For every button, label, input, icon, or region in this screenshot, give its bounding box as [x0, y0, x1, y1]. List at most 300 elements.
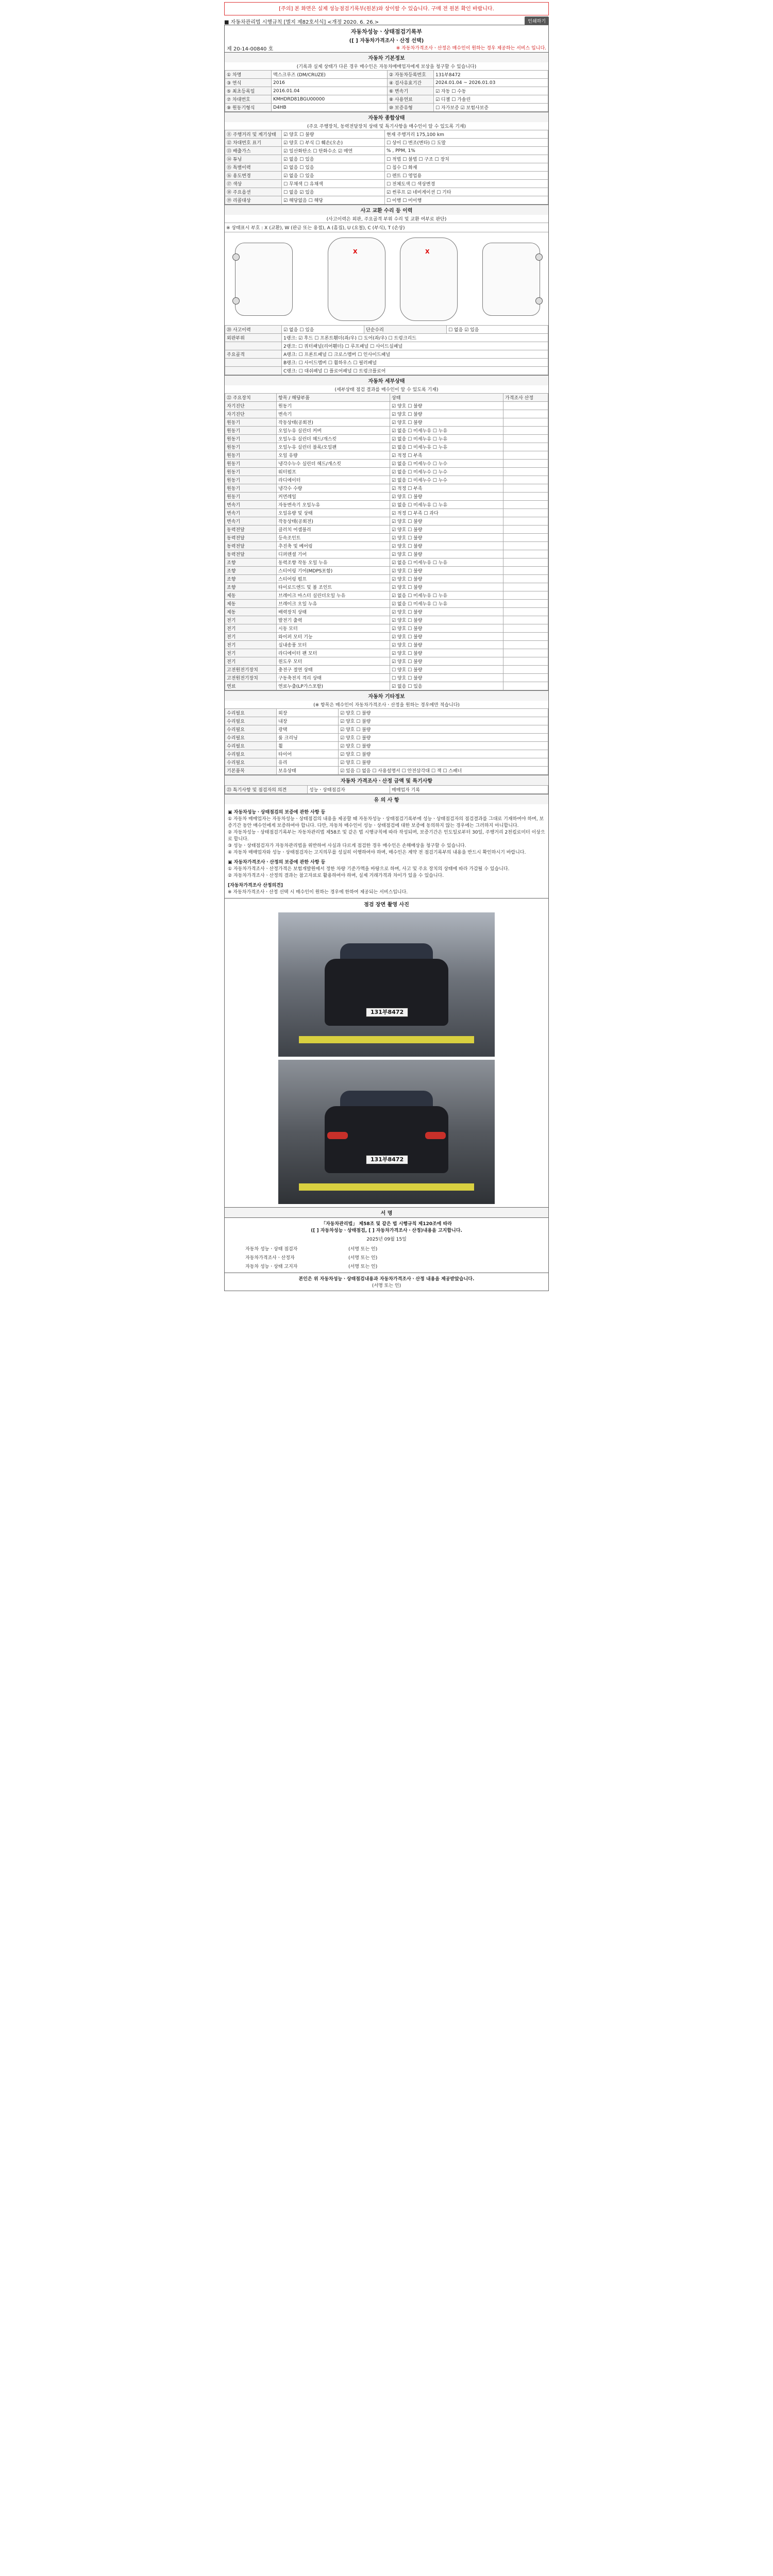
detail-status: ☑ 없음 ☐ 미세누유 ☐ 누유 [390, 558, 503, 567]
detail-price-cell [503, 402, 548, 410]
basic-section-note: (기록과 실제 상태가 다른 경우 매수인은 자동차매매업자에게 보상을 청구할 수 있습니다) [296, 64, 477, 70]
table-row [225, 534, 548, 542]
detail-status: ☐ 양호 ☐ 불량 [390, 674, 503, 682]
option-group: 기본품목 [225, 767, 277, 775]
receipt-text: 본인은 위 자동차성능ㆍ상태점검내용과 자동차가격조사ㆍ산정 내용을 제공받았습니다. [298, 1277, 475, 1282]
table-row [225, 674, 548, 682]
detail-price-cell [503, 608, 548, 616]
table-row [225, 87, 548, 95]
detail-status: ☑ 양호 ☐ 불량 [390, 526, 503, 534]
outer-rank-2: 2랭크: ☐ 쿼터패널(리어휀더) ☐ 루프패널 ☐ 사이드실패널 [282, 342, 548, 350]
detail-item: 배력장치 상태 [277, 608, 390, 616]
detail-item: 냉각수누수 실린더 헤드/개스킷 [277, 460, 390, 468]
detail-status: ☑ 양호 ☐ 불량 [390, 649, 503, 657]
detail-price-cell [503, 591, 548, 600]
notes-h1: ▣ 자동차성능ㆍ상태점검의 보증에 관한 사항 등 [228, 810, 326, 815]
table-row [225, 147, 548, 155]
basic-value: ☑ 자동 ☐ 수동 [434, 87, 548, 95]
condition-label: ⑪ 주행거리 및 계기상태 [225, 130, 282, 139]
accident-label: ⑳ 사고이력 [225, 326, 282, 334]
table-row [225, 666, 548, 674]
table-row [225, 443, 548, 451]
table-row [225, 188, 548, 196]
document-page [224, 0, 549, 1289]
table-row [225, 172, 548, 180]
detail-device: 전기 [225, 633, 277, 641]
table-row [225, 460, 548, 468]
detail-device: 원동기 [225, 476, 277, 484]
option-status: ☑ 양호 ☐ 불량 [339, 758, 548, 767]
accident-value: ☑ 없음 ☐ 있음 [282, 326, 364, 334]
print-button[interactable]: 인쇄하기 [525, 16, 549, 25]
detail-device: 원동기 [225, 460, 277, 468]
detail-device: 원동기 [225, 484, 277, 493]
detail-item: 동력조향 작동 오일 누유 [277, 558, 390, 567]
option-group: 수리필요 [225, 734, 277, 742]
sign-field[interactable]: (서명 또는 인) [348, 1264, 378, 1269]
detail-price-cell [503, 682, 548, 690]
detail-item: 원동기 [277, 402, 390, 410]
detail-price-cell [503, 443, 548, 451]
license-plate: 131부8472 [366, 1008, 408, 1017]
detail-status: ☑ 양호 ☐ 불량 [390, 633, 503, 641]
car-top-rear [400, 238, 458, 321]
detail-item: 실내송풍 모터 [277, 641, 390, 649]
detail-price-cell [503, 526, 548, 534]
sign-field[interactable]: (서명 또는 인) [348, 1256, 378, 1261]
outer-rank-1: 1랭크: ☑ 후드 ☐ 프론트휀더(좌/우) ☐ 도어(좌/우) ☐ 트렁크리드 [282, 334, 548, 342]
table-row [225, 657, 548, 666]
detail-price-cell [503, 468, 548, 476]
basic-value: D4HB [272, 104, 388, 112]
detail-device: 연료 [225, 682, 277, 690]
condition-label: ⑰ 색상 [225, 180, 282, 188]
detail-item: 워터펌프 [277, 468, 390, 476]
detail-device: 원동기 [225, 451, 277, 460]
notes-heading: 유 의 사 항 [225, 794, 548, 804]
detail-status: ☑ 양호 ☐ 불량 [390, 402, 503, 410]
option-group: 수리필요 [225, 750, 277, 758]
detail-col-header: 상태 [390, 394, 503, 402]
detail-price-cell [503, 600, 548, 608]
lift-bar [299, 1036, 474, 1043]
detail-item: 작동상태(공회전) [277, 517, 390, 526]
table-row [225, 484, 548, 493]
condition-detail: ☐ 침수 ☐ 화재 [385, 163, 548, 172]
condition-label: ⑯ 용도변경 [225, 172, 282, 180]
wheel-icon [232, 253, 240, 261]
condition-detail: ☑ 썬루프 ☑ 네비게이션 ☐ 기타 [385, 188, 548, 196]
car-top-front [328, 238, 385, 321]
basic-label: ⑤ 최초등록일 [225, 87, 272, 95]
option-group: 수리필요 [225, 709, 277, 717]
detail-status: ☑ 양호 ☐ 불량 [390, 534, 503, 542]
notes-p7: ※ 자동차가격조사ㆍ산정 선택 시 매수인이 원하는 경우에 한하여 제공되는 서비스입니다. [228, 890, 408, 895]
detail-price-cell [503, 657, 548, 666]
detail-price-cell [503, 558, 548, 567]
wheel-icon [535, 253, 543, 261]
detail-status: ☐ 양호 ☐ 불량 [390, 666, 503, 674]
frame-rank-c: C랭크: ☐ 대쉬패널 ☐ 플로어패널 ☐ 트렁크플로어 [282, 367, 548, 375]
detail-price-cell [503, 517, 548, 526]
detail-price-cell [503, 649, 548, 657]
notes-p4: ④ 자동차 매매업자와 성능ㆍ상태점검자는 고지의무를 성실히 이행하여야 하며, 매수인은 계약 전 점검기록부의 내용을 반드시 확인하시기 바랍니다. [228, 850, 526, 855]
table-row [225, 616, 548, 624]
detail-device: 원동기 [225, 468, 277, 476]
detail-price-cell [503, 674, 548, 682]
detail-device: 고전원전기장치 [225, 674, 277, 682]
detail-item: 윈도우 모터 [277, 657, 390, 666]
detail-col-header: ㉒ 주요장치 [225, 394, 277, 402]
detail-device: 변속기 [225, 517, 277, 526]
basic-label: ⑥ 변속기 [388, 87, 434, 95]
table-row [225, 196, 548, 205]
detail-section-title: 자동차 세부상태 [225, 375, 548, 385]
option-item: 휠 [277, 742, 339, 750]
detail-device: 조향 [225, 583, 277, 591]
option-item: 룸 크리닝 [277, 734, 339, 742]
basic-section-title: 자동차 기본정보 [225, 52, 548, 62]
detail-item: 오일누유 실린더 커버 [277, 427, 390, 435]
detail-item: 시동 모터 [277, 624, 390, 633]
table-row [225, 542, 548, 550]
detail-section-note: (세부상태 점검 결과를 매수인이 알 수 있도록 기재) [334, 387, 439, 393]
option-item: 보유상태 [277, 767, 339, 775]
detail-status: ☑ 양호 ☐ 불량 [390, 641, 503, 649]
condition-status: ☑ 없음 ☐ 있음 [282, 172, 385, 180]
table-row [225, 71, 548, 79]
option-group: 수리필요 [225, 758, 277, 767]
detail-status: ☑ 양호 ☐ 불량 [390, 583, 503, 591]
condition-status: ☑ 양호 ☐ 부식 ☐ 훼손(오손) [282, 139, 385, 147]
doc-subtitle: ([ ] 자동차가격조사ㆍ산정 선택) [349, 38, 424, 44]
table-row [225, 476, 548, 484]
basic-value: 2016.01.04 [272, 87, 388, 95]
option-item: 광택 [277, 725, 339, 734]
table-row [225, 468, 548, 476]
option-status: ☑ 양호 ☐ 불량 [339, 717, 548, 725]
detail-item: 커먼레일 [277, 493, 390, 501]
detail-item: 타이로드엔드 및 볼 조인트 [277, 583, 390, 591]
table-row [225, 583, 548, 591]
frame-rank-b: B랭크: ☐ 사이드멤버 ☐ 휠하우스 ☐ 필러패널 [282, 359, 548, 367]
detail-status: ☑ 양호 ☐ 불량 [390, 418, 503, 427]
outer-panel-label: 외판부위 [225, 334, 282, 342]
basic-value: 2016 [272, 79, 388, 87]
detail-status: ☑ 양호 ☐ 불량 [390, 657, 503, 666]
simple-repair-label: 단순수리 [364, 326, 447, 334]
detail-item: 라디에이터 팬 모터 [277, 649, 390, 657]
inspector-opinion: 성능ㆍ상태점검자 [308, 786, 390, 794]
table-row [225, 641, 548, 649]
detail-price-cell [503, 501, 548, 509]
detail-device: 전기 [225, 624, 277, 633]
notes-h2: ▣ 자동차가격조사ㆍ산정의 보증에 관한 사항 등 [228, 860, 326, 865]
detail-price-cell [503, 410, 548, 418]
frame-label: 주요골격 [225, 350, 282, 359]
table-row [225, 435, 548, 443]
condition-status: ☐ 없음 ☑ 있음 [282, 188, 385, 196]
detail-device: 변속기 [225, 509, 277, 517]
detail-status: ☑ 없음 ☐ 미세누수 ☐ 누수 [390, 476, 503, 484]
condition-detail: 현재 주행거리 175,100 km [385, 130, 548, 139]
table-row [225, 501, 548, 509]
detail-item: 발전기 출력 [277, 616, 390, 624]
notes-h3: [자동차가격조사 산정의견] [228, 883, 283, 888]
detail-status: ☑ 양호 ☐ 불량 [390, 608, 503, 616]
condition-label: ⑮ 특별이력 [225, 163, 282, 172]
table-row [225, 558, 548, 567]
detail-item: 구동축전지 격리 상태 [277, 674, 390, 682]
detail-status: ☑ 적정 ☐ 부족 ☐ 과다 [390, 509, 503, 517]
condition-status: ☑ 일산화탄소 ☐ 탄화수소 ☑ 매연 [282, 147, 385, 155]
basic-label: ④ 검사유효기간 [388, 79, 434, 87]
basic-value: 맥스크루즈 (DM/CRUZE) [272, 71, 388, 79]
tail-lamp [327, 1132, 348, 1139]
lift-bar [299, 1183, 474, 1191]
table-row [225, 163, 548, 172]
sign-role: 자동차가격조사ㆍ산정자 [245, 1256, 295, 1261]
table-row [225, 402, 548, 410]
option-status: ☑ 양호 ☐ 불량 [339, 734, 548, 742]
condition-section-note: (주요 주행장치, 동력전달장치 상태 및 특기사항을 매수인이 알 수 있도록 기재) [307, 124, 466, 129]
detail-status: ☑ 없음 ☐ 미세누유 ☐ 누유 [390, 501, 503, 509]
detail-item: 냉각수 수량 [277, 484, 390, 493]
condition-status: ☑ 해당없음 ☐ 해당 [282, 196, 385, 205]
option-status: ☑ 양호 ☐ 불량 [339, 750, 548, 758]
table-row [225, 591, 548, 600]
doc-note: ※ 자동차가격조사ㆍ산정은 매수인이 원하는 경우 제공하는 서비스 입니다. [396, 46, 546, 51]
table-row [225, 104, 548, 112]
car-side-right [482, 243, 540, 316]
table-row [225, 734, 548, 742]
basic-label: ⑨ 원동기형식 [225, 104, 272, 112]
detail-price-cell [503, 418, 548, 427]
price-section-title: 자동차 가격조사ㆍ산정 금액 및 특기사항 [225, 775, 548, 785]
basic-value: KMHDRD81BGU00000 [272, 95, 388, 104]
detail-price-cell [503, 567, 548, 575]
damage-table [225, 325, 548, 375]
detail-item: 충전구 절연 상태 [277, 666, 390, 674]
detail-table [225, 393, 548, 690]
detail-price-cell [503, 666, 548, 674]
notes-p6: ② 자동차가격조사ㆍ산정의 결과는 참고자료로 활용하여야 하며, 실제 거래가격과 차이가 있을 수 있습니다. [228, 873, 444, 878]
detail-device: 원동기 [225, 435, 277, 443]
wheel-icon [535, 297, 543, 304]
table-row [225, 624, 548, 633]
detail-device: 원동기 [225, 493, 277, 501]
option-status: ☑ 양호 ☐ 불량 [339, 742, 548, 750]
form-header-line: ■ 자동차관리법 시행규칙 [별지 제82호서식] <개정 2020. 6. 26.> [224, 20, 379, 25]
condition-label: ⑬ 배출가스 [225, 147, 282, 155]
table-row [225, 717, 548, 725]
basic-value: ☐ 자가보증 ☑ 보험사보증 [434, 104, 548, 112]
detail-price-cell [503, 476, 548, 484]
detail-status: ☑ 없음 ☐ 미세누수 ☐ 누수 [390, 468, 503, 476]
table-row [225, 682, 548, 690]
detail-item: 작동상태(공회전) [277, 418, 390, 427]
detail-price-cell [503, 633, 548, 641]
sign-heading: 서 명 [225, 1207, 548, 1217]
table-row [225, 709, 548, 717]
detail-price-cell [503, 534, 548, 542]
detail-price-cell [503, 616, 548, 624]
detail-device: 전기 [225, 657, 277, 666]
warning-banner: [주의] 본 화면은 실제 성능점검기록부(원본)와 상이할 수 있습니다. 구매 전 원본 확인 바랍니다. [224, 2, 549, 15]
basic-info-table [225, 70, 548, 112]
sign-row [225, 1253, 548, 1262]
simple-repair-value: ☐ 없음 ☑ 있음 [447, 326, 548, 334]
table-row [225, 600, 548, 608]
condition-detail: % , PPM, 1% [385, 147, 548, 155]
detail-item: 오일누유 실린더 헤드/개스킷 [277, 435, 390, 443]
receipt-footer [225, 1273, 548, 1291]
table-row [225, 767, 548, 775]
detail-status: ☑ 양호 ☐ 불량 [390, 493, 503, 501]
condition-table [225, 130, 548, 205]
notes-p3: ③ 성능ㆍ상태점검자가 자동차관리법을 위반하여 사실과 다르게 점검한 경우 매수인은 손해배상을 청구할 수 있습니다. [228, 843, 466, 849]
table-row [225, 526, 548, 534]
condition-detail: ☐ 상이 ☐ 변조(변타) ☐ 도말 [385, 139, 548, 147]
table-row [225, 418, 548, 427]
detail-device: 동력전달 [225, 534, 277, 542]
table-row [225, 550, 548, 558]
sign-row [225, 1262, 548, 1270]
condition-label: ⑱ 주요옵션 [225, 188, 282, 196]
detail-status: ☑ 없음 ☐ 미세누유 ☐ 누유 [390, 435, 503, 443]
damage-section-note: (사고이력은 외판, 주요골격 부위 수리 및 교환 여부로 판단) [326, 217, 447, 222]
condition-status: ☐ 무채색 ☐ 유채색 [282, 180, 385, 188]
detail-status: ☑ 양호 ☐ 불량 [390, 542, 503, 550]
damage-legend: ※ 상태표시 부호 : X (교환), W (판금 또는 용접), A (흠집), U (요철), C (부식), T (손상) [225, 223, 548, 232]
detail-item: 라디에이터 [277, 476, 390, 484]
sign-role: 자동차 성능ㆍ상태 고지자 [245, 1264, 298, 1269]
detail-item: 변속기 [277, 410, 390, 418]
inspection-photo-rear [278, 1060, 495, 1204]
detail-price-cell [503, 435, 548, 443]
condition-status: ☑ 없음 ☐ 있음 [282, 163, 385, 172]
detail-item: 추진축 및 베어링 [277, 542, 390, 550]
basic-label: ③ 연식 [225, 79, 272, 87]
detail-status: ☑ 적정 ☐ 부족 [390, 484, 503, 493]
condition-status: ☑ 없음 ☐ 있음 [282, 155, 385, 163]
sign-row [225, 1244, 548, 1253]
detail-status: ☑ 양호 ☐ 불량 [390, 550, 503, 558]
photo-heading: 점검 장면 촬영 사진 [225, 898, 548, 909]
doc-title: 자동차성능ㆍ상태점검기록부 [350, 28, 423, 35]
damage-section-title: 사고 교환 수리 등 이력 [225, 205, 548, 215]
detail-device: 제동 [225, 591, 277, 600]
options-table [225, 708, 548, 775]
table-row [225, 750, 548, 758]
table-row [225, 517, 548, 526]
detail-col-header: 항목 / 해당부품 [277, 394, 390, 402]
option-status: ☑ 있음 ☐ 없음 ☐ 사용설명서 ☐ 안전삼각대 ☐ 잭 ☐ 스패너 [339, 767, 548, 775]
damage-mark: X [425, 248, 430, 255]
receiver-sign: (서명 또는 인) [372, 1283, 401, 1289]
table-row [225, 155, 548, 163]
detail-status: ☑ 양호 ☐ 불량 [390, 624, 503, 633]
table-row [225, 180, 548, 188]
sign-line2: ([ ] 자동차성능ㆍ상태점검, [ ] 자동차가격조사ㆍ산정)내용을 고지합니다. [311, 1228, 462, 1233]
detail-item: 클러치 어셈블리 [277, 526, 390, 534]
car-side-left [235, 243, 293, 316]
detail-status: ☑ 없음 ☐ 미세누유 ☐ 누유 [390, 427, 503, 435]
detail-item: 등속조인트 [277, 534, 390, 542]
detail-price-cell [503, 493, 548, 501]
table-row [225, 95, 548, 104]
table-row [225, 509, 548, 517]
detail-status: ☑ 없음 ☐ 있음 [390, 682, 503, 690]
table-row [225, 410, 548, 418]
notes-p2: ② 자동차성능ㆍ상태점검기록부는 자동차관리법 제58조 및 같은 법 시행규칙에 따라 작성되며, 보증기간은 인도일로부터 30일, 주행거리 2천킬로미터 이상으로 합니다. [228, 830, 545, 842]
table-row [225, 79, 548, 87]
sign-line1: 「자동차관리법」 제58조 및 같은 법 시행규칙 제120조에 따라 [321, 1222, 452, 1227]
detail-item: 브레이크 오일 누유 [277, 600, 390, 608]
option-status: ☑ 양호 ☐ 불량 [339, 709, 548, 717]
detail-price-cell [503, 575, 548, 583]
detail-device: 자기진단 [225, 402, 277, 410]
detail-item: 자동변속기 오일누유 [277, 501, 390, 509]
detail-status: ☑ 양호 ☐ 불량 [390, 575, 503, 583]
detail-device: 원동기 [225, 427, 277, 435]
detail-price-cell [503, 624, 548, 633]
detail-price-cell [503, 460, 548, 468]
condition-label: ⑲ 리콜대상 [225, 196, 282, 205]
options-section-title: 자동차 기타정보 [225, 690, 548, 701]
detail-status: ☑ 적정 ☐ 부족 [390, 451, 503, 460]
car-diagram [225, 232, 548, 325]
basic-label: ① 차명 [225, 71, 272, 79]
detail-item: 연료누출(LP가스포함) [277, 682, 390, 690]
table-row [225, 725, 548, 734]
option-item: 유리 [277, 758, 339, 767]
detail-device: 전기 [225, 616, 277, 624]
table-row [225, 742, 548, 750]
sign-field[interactable]: (서명 또는 인) [348, 1247, 378, 1252]
notes-p5: ① 자동차가격조사ㆍ산정가격은 보험개발원에서 정한 차량 기준가액을 바탕으로 하며, 사고 및 주요 장치의 상태에 따라 가감될 수 있습니다. [228, 867, 510, 872]
wheel-icon [232, 297, 240, 304]
detail-item: 와이퍼 모터 기능 [277, 633, 390, 641]
sign-date: 2025년 09월 15일 [366, 1237, 407, 1242]
price-table [225, 785, 548, 794]
basic-label: ⑧ 사용연료 [388, 95, 434, 104]
detail-price-cell [503, 484, 548, 493]
doc-number: 제 20-14-00840 호 [227, 46, 274, 52]
detail-price-cell [503, 542, 548, 550]
table-row [225, 567, 548, 575]
detail-device: 전기 [225, 641, 277, 649]
table-row [225, 427, 548, 435]
table-row [225, 608, 548, 616]
basic-value: 131부8472 [434, 71, 548, 79]
detail-status: ☑ 없음 ☐ 미세누수 ☐ 누수 [390, 460, 503, 468]
detail-device: 원동기 [225, 443, 277, 451]
detail-status: ☑ 없음 ☐ 미세누유 ☐ 누유 [390, 443, 503, 451]
notes-p1: ① 자동차 매매업자는 자동차성능ㆍ상태점검의 내용을 제공할 때 자동차성능ㆍ상태점검기록부에 성능ㆍ상태점검자의 점검결과를 그대로 기재하여야 하며, 보증기간 동안 매수인에게 보증하여야 합니다. 다만, 자동차 매수인이 성능ㆍ상태점검에 대한 보증에 동의하지 않는 경우에는 그러하지 아니합니다. [228, 817, 544, 828]
option-item: 타이어 [277, 750, 339, 758]
table-row [225, 649, 548, 657]
detail-item: 오일유량 및 상태 [277, 509, 390, 517]
damage-mark: X [353, 248, 358, 255]
condition-detail: ☐ 전체도색 ☐ 색상변경 [385, 180, 548, 188]
table-row [225, 575, 548, 583]
detail-price-cell [503, 550, 548, 558]
license-plate: 131부8472 [366, 1155, 408, 1164]
option-status: ☑ 양호 ☐ 불량 [339, 725, 548, 734]
condition-label: ⑫ 차대번호 표기 [225, 139, 282, 147]
remarks-label: ㉓ 특기사항 및 점검자의 의견 [225, 786, 308, 794]
